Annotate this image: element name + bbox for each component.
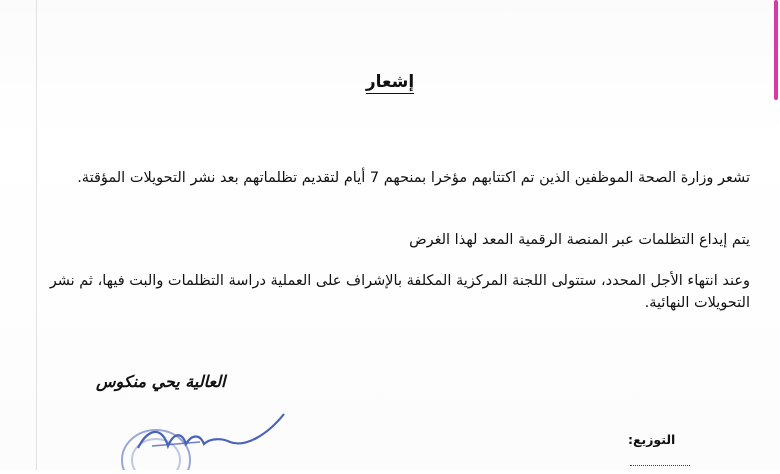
- margin-line: [36, 0, 37, 470]
- paragraph-3: وعند انتهاء الأجل المحدد، ستتولى اللجنة المركزية المكلفة بالإشراف على العملية دراسة التظلمات والبت فيها، ثم نشر التحويلات النهائية.: [49, 273, 750, 311]
- distribution-list-line: [630, 455, 690, 466]
- document-title: [0, 72, 780, 92]
- distribution-label: التوزيع:: [628, 432, 676, 447]
- paragraph-1: تشعر وزارة الصحة الموظفين الذين تم اكتتابهم مؤخرا بمنحهم 7 أيام لتقديم تظلماتهم بعد نشر التحويلات المؤقتة.: [77, 170, 750, 186]
- stamp-signature: [118, 408, 288, 474]
- paragraph-2: يتم إيداع التظلمات عبر المنصة الرقمية المعد لهذا الغرض: [409, 232, 750, 248]
- title-text: إشعار: [365, 72, 415, 92]
- signer-name: العالية يحي منكوس: [96, 372, 226, 391]
